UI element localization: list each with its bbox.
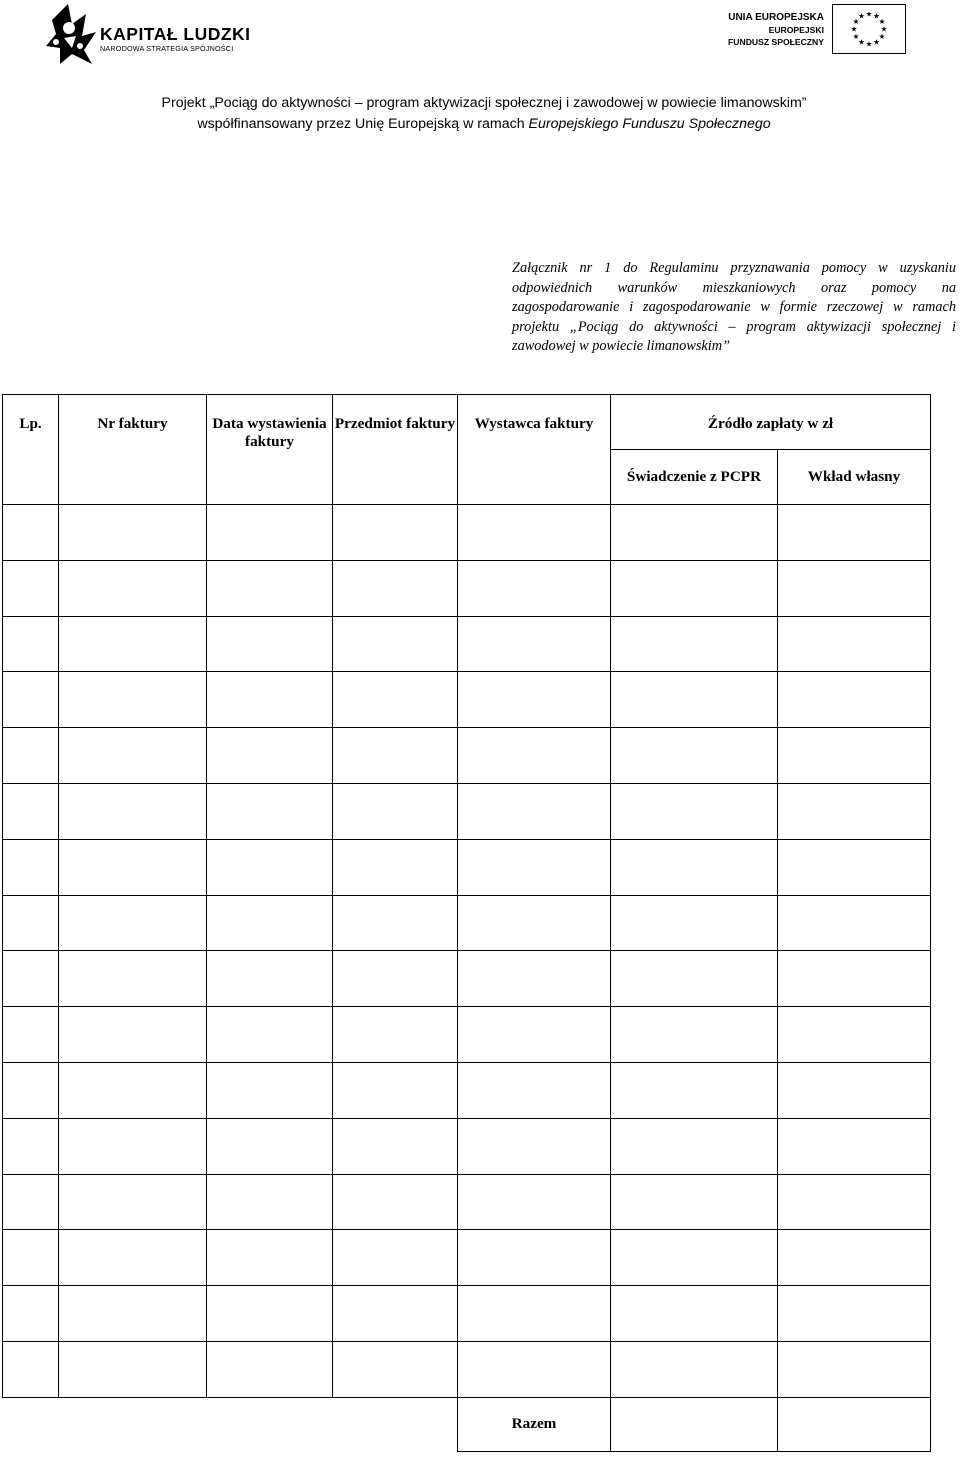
- cell-issuer[interactable]: [458, 505, 611, 561]
- cell-issuer[interactable]: [458, 1341, 611, 1397]
- cell-own-contribution[interactable]: [778, 1118, 931, 1174]
- cell-pcpr[interactable]: [611, 672, 778, 728]
- header-issuer: Wystawca faktury: [458, 395, 611, 505]
- cell-invoice-no[interactable]: [59, 1341, 207, 1397]
- cell-issue-date[interactable]: [207, 1062, 333, 1118]
- star-icon: ★: [873, 11, 880, 21]
- cell-lp[interactable]: [3, 895, 59, 951]
- cell-lp[interactable]: [3, 505, 59, 561]
- cell-pcpr[interactable]: [611, 1118, 778, 1174]
- header-payment-source: Źródło zapłaty w zł: [611, 395, 931, 450]
- kapital-ludzki-logo: [42, 2, 251, 66]
- cell-own-contribution[interactable]: [778, 1007, 931, 1063]
- cell-invoice-no[interactable]: [59, 1118, 207, 1174]
- eu-line2: EUROPEJSKI: [768, 25, 824, 35]
- cell-invoice-no[interactable]: [59, 951, 207, 1007]
- cell-issuer[interactable]: [458, 1174, 611, 1230]
- cell-pcpr[interactable]: [611, 616, 778, 672]
- cell-issuer[interactable]: [458, 1118, 611, 1174]
- kapital-ludzki-emblem-icon: [42, 2, 98, 66]
- cell-subject[interactable]: [333, 1341, 458, 1397]
- cell-lp[interactable]: [3, 951, 59, 1007]
- star-icon: ★: [865, 9, 873, 19]
- cell-invoice-no[interactable]: [59, 1007, 207, 1063]
- cell-invoice-no[interactable]: [59, 1286, 207, 1342]
- table-row: [3, 839, 931, 895]
- cell-pcpr[interactable]: [611, 728, 778, 784]
- cell-pcpr[interactable]: [611, 1007, 778, 1063]
- logo-subtitle: NARODOWA STRATEGIA SPÓJNOŚCI: [100, 44, 234, 53]
- cell-issue-date[interactable]: [207, 728, 333, 784]
- cell-own-contribution[interactable]: [778, 1062, 931, 1118]
- cell-invoice-no[interactable]: [59, 616, 207, 672]
- cell-issuer[interactable]: [458, 895, 611, 951]
- eu-flag-icon: [832, 4, 906, 54]
- cell-own-contribution[interactable]: [778, 1174, 931, 1230]
- table-row: [3, 1286, 931, 1342]
- cell-pcpr[interactable]: [611, 895, 778, 951]
- table-row: [3, 1230, 931, 1286]
- cell-invoice-no[interactable]: [59, 895, 207, 951]
- star-icon: ★: [873, 37, 880, 47]
- eu-logo-text: [728, 12, 824, 48]
- header-issue-date: Data wystawienia faktury: [207, 395, 333, 505]
- cell-own-contribution[interactable]: [778, 895, 931, 951]
- header-invoice-no: Nr faktury: [59, 395, 207, 505]
- table-header-row: [3, 395, 931, 450]
- table-row: [3, 1062, 931, 1118]
- cell-subject[interactable]: [333, 672, 458, 728]
- cell-subject[interactable]: [333, 1007, 458, 1063]
- total-row: [3, 1397, 931, 1451]
- cell-pcpr[interactable]: [611, 505, 778, 561]
- attachment-note: Załącznik nr 1 do Regulaminu przyznawania pomocy w uzyskaniu odpowiednich warunków mieszkaniowych oraz pomocy na zagospodarowanie i zagospodarowanie w formie rzeczowej w ramach projektu „Pociąg do aktywności – program aktywizacji społecznej i zawodowej w powiecie limanowskim”: [512, 260, 956, 355]
- cell-issue-date[interactable]: [207, 1286, 333, 1342]
- star-icon: ★: [858, 11, 865, 21]
- table-row: [3, 1341, 931, 1397]
- cell-subject[interactable]: [333, 1118, 458, 1174]
- table-row: [3, 1174, 931, 1230]
- cell-issue-date[interactable]: [207, 1341, 333, 1397]
- cell-subject[interactable]: [333, 1062, 458, 1118]
- cell-own-contribution[interactable]: [778, 560, 931, 616]
- cell-issuer[interactable]: [458, 1007, 611, 1063]
- cell-lp[interactable]: [3, 672, 59, 728]
- cell-invoice-no[interactable]: [59, 783, 207, 839]
- cell-lp[interactable]: [3, 560, 59, 616]
- cell-issuer[interactable]: [458, 672, 611, 728]
- cell-issue-date[interactable]: [207, 616, 333, 672]
- table-row: [3, 616, 931, 672]
- cell-lp[interactable]: [3, 1007, 59, 1063]
- star-icon: ★: [878, 32, 886, 42]
- cell-own-contribution[interactable]: [778, 1286, 931, 1342]
- cell-issuer[interactable]: [458, 1230, 611, 1286]
- cell-pcpr[interactable]: [611, 1230, 778, 1286]
- cell-issue-date[interactable]: [207, 672, 333, 728]
- eu-line3: FUNDUSZ SPOŁECZNY: [728, 37, 824, 47]
- table-row: [3, 783, 931, 839]
- cell-lp[interactable]: [3, 1286, 59, 1342]
- cell-issue-date[interactable]: [207, 505, 333, 561]
- cell-own-contribution[interactable]: [778, 1341, 931, 1397]
- cell-subject[interactable]: [333, 895, 458, 951]
- cell-own-contribution[interactable]: [778, 505, 931, 561]
- cell-issuer[interactable]: [458, 951, 611, 1007]
- table-row: [3, 672, 931, 728]
- header-own-contribution: Wkład własny: [778, 450, 931, 505]
- project-header: [0, 93, 960, 135]
- star-icon: ★: [850, 24, 858, 34]
- cell-subject[interactable]: [333, 728, 458, 784]
- cofinancing-prefix: współfinansowany przez Unię Europejską w ramach: [197, 116, 529, 132]
- cell-lp[interactable]: [3, 1341, 59, 1397]
- cell-invoice-no[interactable]: [59, 839, 207, 895]
- cell-subject[interactable]: [333, 839, 458, 895]
- eu-line1: UNIA EUROPEJSKA: [728, 12, 824, 23]
- cell-pcpr[interactable]: [611, 1341, 778, 1397]
- cell-own-contribution[interactable]: [778, 728, 931, 784]
- invoice-table: [2, 394, 931, 1452]
- cell-issuer[interactable]: [458, 783, 611, 839]
- cell-lp[interactable]: [3, 1230, 59, 1286]
- cell-lp[interactable]: [3, 1118, 59, 1174]
- cell-invoice-no[interactable]: [59, 560, 207, 616]
- cell-issuer[interactable]: [458, 1286, 611, 1342]
- cell-lp[interactable]: [3, 783, 59, 839]
- cell-issuer[interactable]: [458, 1062, 611, 1118]
- cell-invoice-no[interactable]: [59, 1230, 207, 1286]
- total-label: Razem: [458, 1397, 611, 1451]
- star-icon: ★: [878, 17, 886, 27]
- cell-subject[interactable]: [333, 951, 458, 1007]
- header-lp: Lp.: [3, 395, 59, 505]
- cell-pcpr[interactable]: [611, 951, 778, 1007]
- table-row: [3, 1007, 931, 1063]
- cell-subject[interactable]: [333, 560, 458, 616]
- cell-subject[interactable]: [333, 1286, 458, 1342]
- cell-own-contribution[interactable]: [778, 783, 931, 839]
- cell-own-contribution[interactable]: [778, 616, 931, 672]
- cell-pcpr[interactable]: [611, 1062, 778, 1118]
- cell-invoice-no[interactable]: [59, 505, 207, 561]
- total-pcpr[interactable]: [611, 1397, 778, 1451]
- cell-invoice-no[interactable]: [59, 1174, 207, 1230]
- cell-issue-date[interactable]: [207, 1230, 333, 1286]
- logo-name: KAPITAŁ LUDZKI: [100, 24, 251, 44]
- cell-pcpr[interactable]: [611, 1286, 778, 1342]
- total-row-blank: [3, 1397, 458, 1451]
- cell-lp[interactable]: [3, 616, 59, 672]
- cell-lp[interactable]: [3, 1174, 59, 1230]
- cell-issuer[interactable]: [458, 839, 611, 895]
- cell-issue-date[interactable]: [207, 1118, 333, 1174]
- table-row: [3, 728, 931, 784]
- cell-subject[interactable]: [333, 1230, 458, 1286]
- cell-own-contribution[interactable]: [778, 672, 931, 728]
- project-cofinancing: [0, 114, 960, 135]
- cell-issue-date[interactable]: [207, 783, 333, 839]
- star-icon: ★: [880, 24, 888, 34]
- eu-logo: [724, 4, 908, 56]
- cell-issuer[interactable]: [458, 560, 611, 616]
- cell-issue-date[interactable]: [207, 839, 333, 895]
- cell-issuer[interactable]: [458, 728, 611, 784]
- cell-own-contribution[interactable]: [778, 1230, 931, 1286]
- cell-pcpr[interactable]: [611, 1174, 778, 1230]
- cell-own-contribution[interactable]: [778, 951, 931, 1007]
- cell-pcpr[interactable]: [611, 560, 778, 616]
- cell-subject[interactable]: [333, 616, 458, 672]
- cell-invoice-no[interactable]: [59, 672, 207, 728]
- cell-lp[interactable]: [3, 1062, 59, 1118]
- cofinancing-fund: Europejskiego Funduszu Społecznego: [528, 116, 771, 132]
- cell-issuer[interactable]: [458, 616, 611, 672]
- table-row: [3, 895, 931, 951]
- table-row: [3, 951, 931, 1007]
- cell-lp[interactable]: [3, 839, 59, 895]
- cell-invoice-no[interactable]: [59, 1062, 207, 1118]
- star-icon: ★: [865, 39, 873, 49]
- header-subject: Przedmiot faktury: [333, 395, 458, 505]
- cell-issue-date[interactable]: [207, 951, 333, 1007]
- cell-issue-date[interactable]: [207, 895, 333, 951]
- table-row: [3, 1118, 931, 1174]
- cell-invoice-no[interactable]: [59, 728, 207, 784]
- cell-subject[interactable]: [333, 783, 458, 839]
- cell-pcpr[interactable]: [611, 839, 778, 895]
- project-title: Projekt „Pociąg do aktywności – program aktywizacji społecznej i zawodowej w powiecie limanowskim”: [161, 95, 807, 111]
- table-row: [3, 560, 931, 616]
- cell-lp[interactable]: [3, 728, 59, 784]
- cell-own-contribution[interactable]: [778, 839, 931, 895]
- cell-issue-date[interactable]: [207, 1174, 333, 1230]
- star-icon: ★: [858, 37, 865, 47]
- star-icon: ★: [852, 17, 860, 27]
- cell-pcpr[interactable]: [611, 783, 778, 839]
- cell-issue-date[interactable]: [207, 560, 333, 616]
- table-row: [3, 505, 931, 561]
- header-pcpr: Świadczenie z PCPR: [611, 450, 778, 505]
- total-own-contribution[interactable]: [778, 1397, 931, 1451]
- star-icon: ★: [852, 32, 860, 42]
- cell-issue-date[interactable]: [207, 1007, 333, 1063]
- cell-subject[interactable]: [333, 1174, 458, 1230]
- cell-subject[interactable]: [333, 505, 458, 561]
